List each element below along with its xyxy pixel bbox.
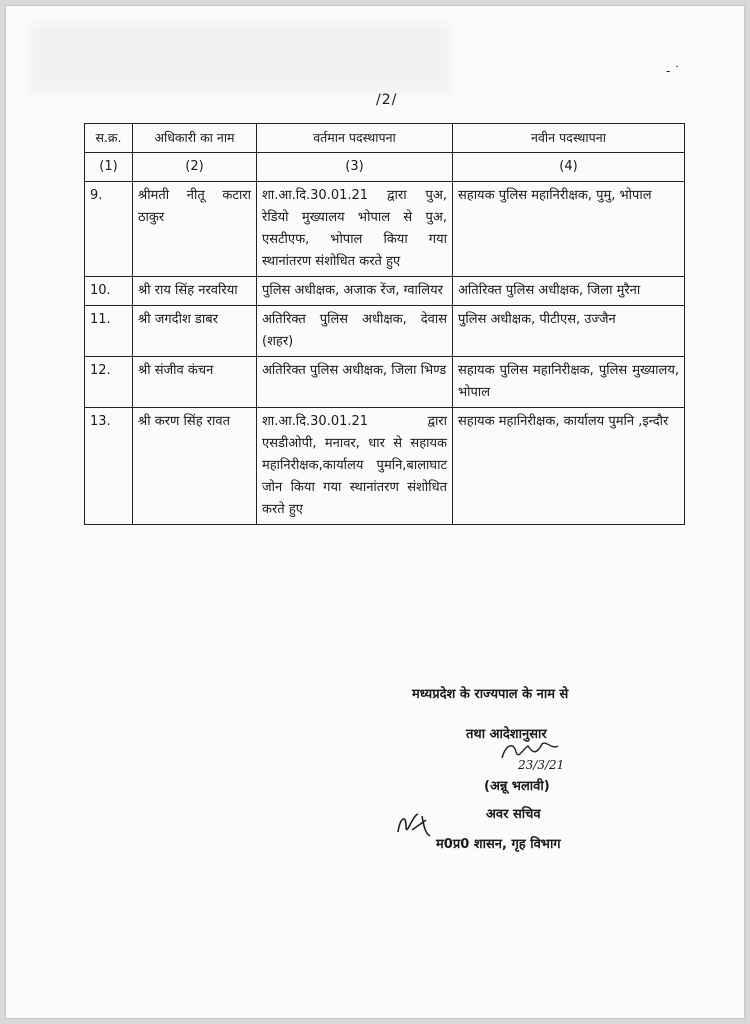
serial-cell: 9. bbox=[85, 182, 133, 277]
scan-smudge bbox=[30, 24, 450, 94]
new-posting-cell: सहायक पुलिस महानिरीक्षक, पुलिस मुख्यालय, भोपाल bbox=[453, 357, 685, 408]
officer-name-cell: श्रीमती नीतू कटारा ठाकुर bbox=[133, 182, 257, 277]
officer-name-cell: श्री राय सिंह नरवरिया bbox=[133, 277, 257, 306]
designation: अवर सचिव bbox=[486, 807, 541, 822]
table-row bbox=[85, 182, 685, 277]
officer-name-cell: श्री जगदीश डाबर bbox=[133, 306, 257, 357]
serial-cell: 13. bbox=[85, 408, 133, 525]
current-posting-cell: पुलिस अधीक्षक, अजाक रेंज, ग्वालियर bbox=[257, 277, 453, 306]
corner-mark: - ˙ bbox=[666, 64, 681, 78]
department: म0प्र0 शासन, गृह विभाग bbox=[436, 837, 561, 852]
new-posting-cell: पुलिस अधीक्षक, पीटीएस, उज्जैन bbox=[453, 306, 685, 357]
column-number-row bbox=[85, 153, 685, 182]
officer-name-cell: श्री संजीव कंचन bbox=[133, 357, 257, 408]
col-number: (2) bbox=[133, 153, 257, 182]
current-posting-cell: शा.आ.दि.30.01.21 द्वारा एसडीओपी, मनावर, धार से सहायक महानिरीक्षक,कार्यालय पुमनि,बालाघाट जोन किया गया स्थानांतरण संशोधित करते हुए bbox=[257, 408, 453, 525]
current-posting-cell: अतिरिक्त पुलिस अधीक्षक, जिला भिण्ड bbox=[257, 357, 453, 408]
table-row bbox=[85, 306, 685, 357]
governor-line: मध्यप्रदेश के राज्यपाल के नाम से bbox=[412, 687, 569, 702]
initial-mark bbox=[392, 806, 436, 846]
header-current-posting: वर्तमान पदस्थापना bbox=[257, 124, 453, 153]
header-new-posting: नवीन पदस्थापना bbox=[453, 124, 685, 153]
transfer-table bbox=[84, 123, 685, 525]
current-posting-cell: अतिरिक्त पुलिस अधीक्षक, देवास (शहर) bbox=[257, 306, 453, 357]
new-posting-cell: सहायक पुलिस महानिरीक्षक, पुमु, भोपाल bbox=[453, 182, 685, 277]
officer-name-cell: श्री करण सिंह रावत bbox=[133, 408, 257, 525]
table-row bbox=[85, 357, 685, 408]
table-row bbox=[85, 277, 685, 306]
signatory-name: (अन्नू भलावी) bbox=[484, 779, 550, 794]
serial-cell: 10. bbox=[85, 277, 133, 306]
current-posting-cell: शा.आ.दि.30.01.21 द्वारा पुअ, रेडियो मुख्यालय भोपाल से पुअ, एसटीएफ, भोपाल किया गया स्थानांतरण संशोधित करते हुए bbox=[257, 182, 453, 277]
table-header-row bbox=[85, 124, 685, 153]
new-posting-cell: सहायक महानिरीक्षक, कार्यालय पुमनि ,इन्दौर bbox=[453, 408, 685, 525]
serial-cell: 11. bbox=[85, 306, 133, 357]
signature-date: 23/3/21 bbox=[518, 758, 565, 772]
col-number: (1) bbox=[85, 153, 133, 182]
new-posting-cell: अतिरिक्त पुलिस अधीक्षक, जिला मुरैना bbox=[453, 277, 685, 306]
page-number: /2/ bbox=[376, 92, 398, 108]
header-officer-name: अधिकारी का नाम bbox=[133, 124, 257, 153]
col-number: (4) bbox=[453, 153, 685, 182]
col-number: (3) bbox=[257, 153, 453, 182]
header-serial: स.क्र. bbox=[85, 124, 133, 153]
serial-cell: 12. bbox=[85, 357, 133, 408]
order-line: तथा आदेशानुसार bbox=[466, 727, 547, 742]
table-row bbox=[85, 408, 685, 525]
